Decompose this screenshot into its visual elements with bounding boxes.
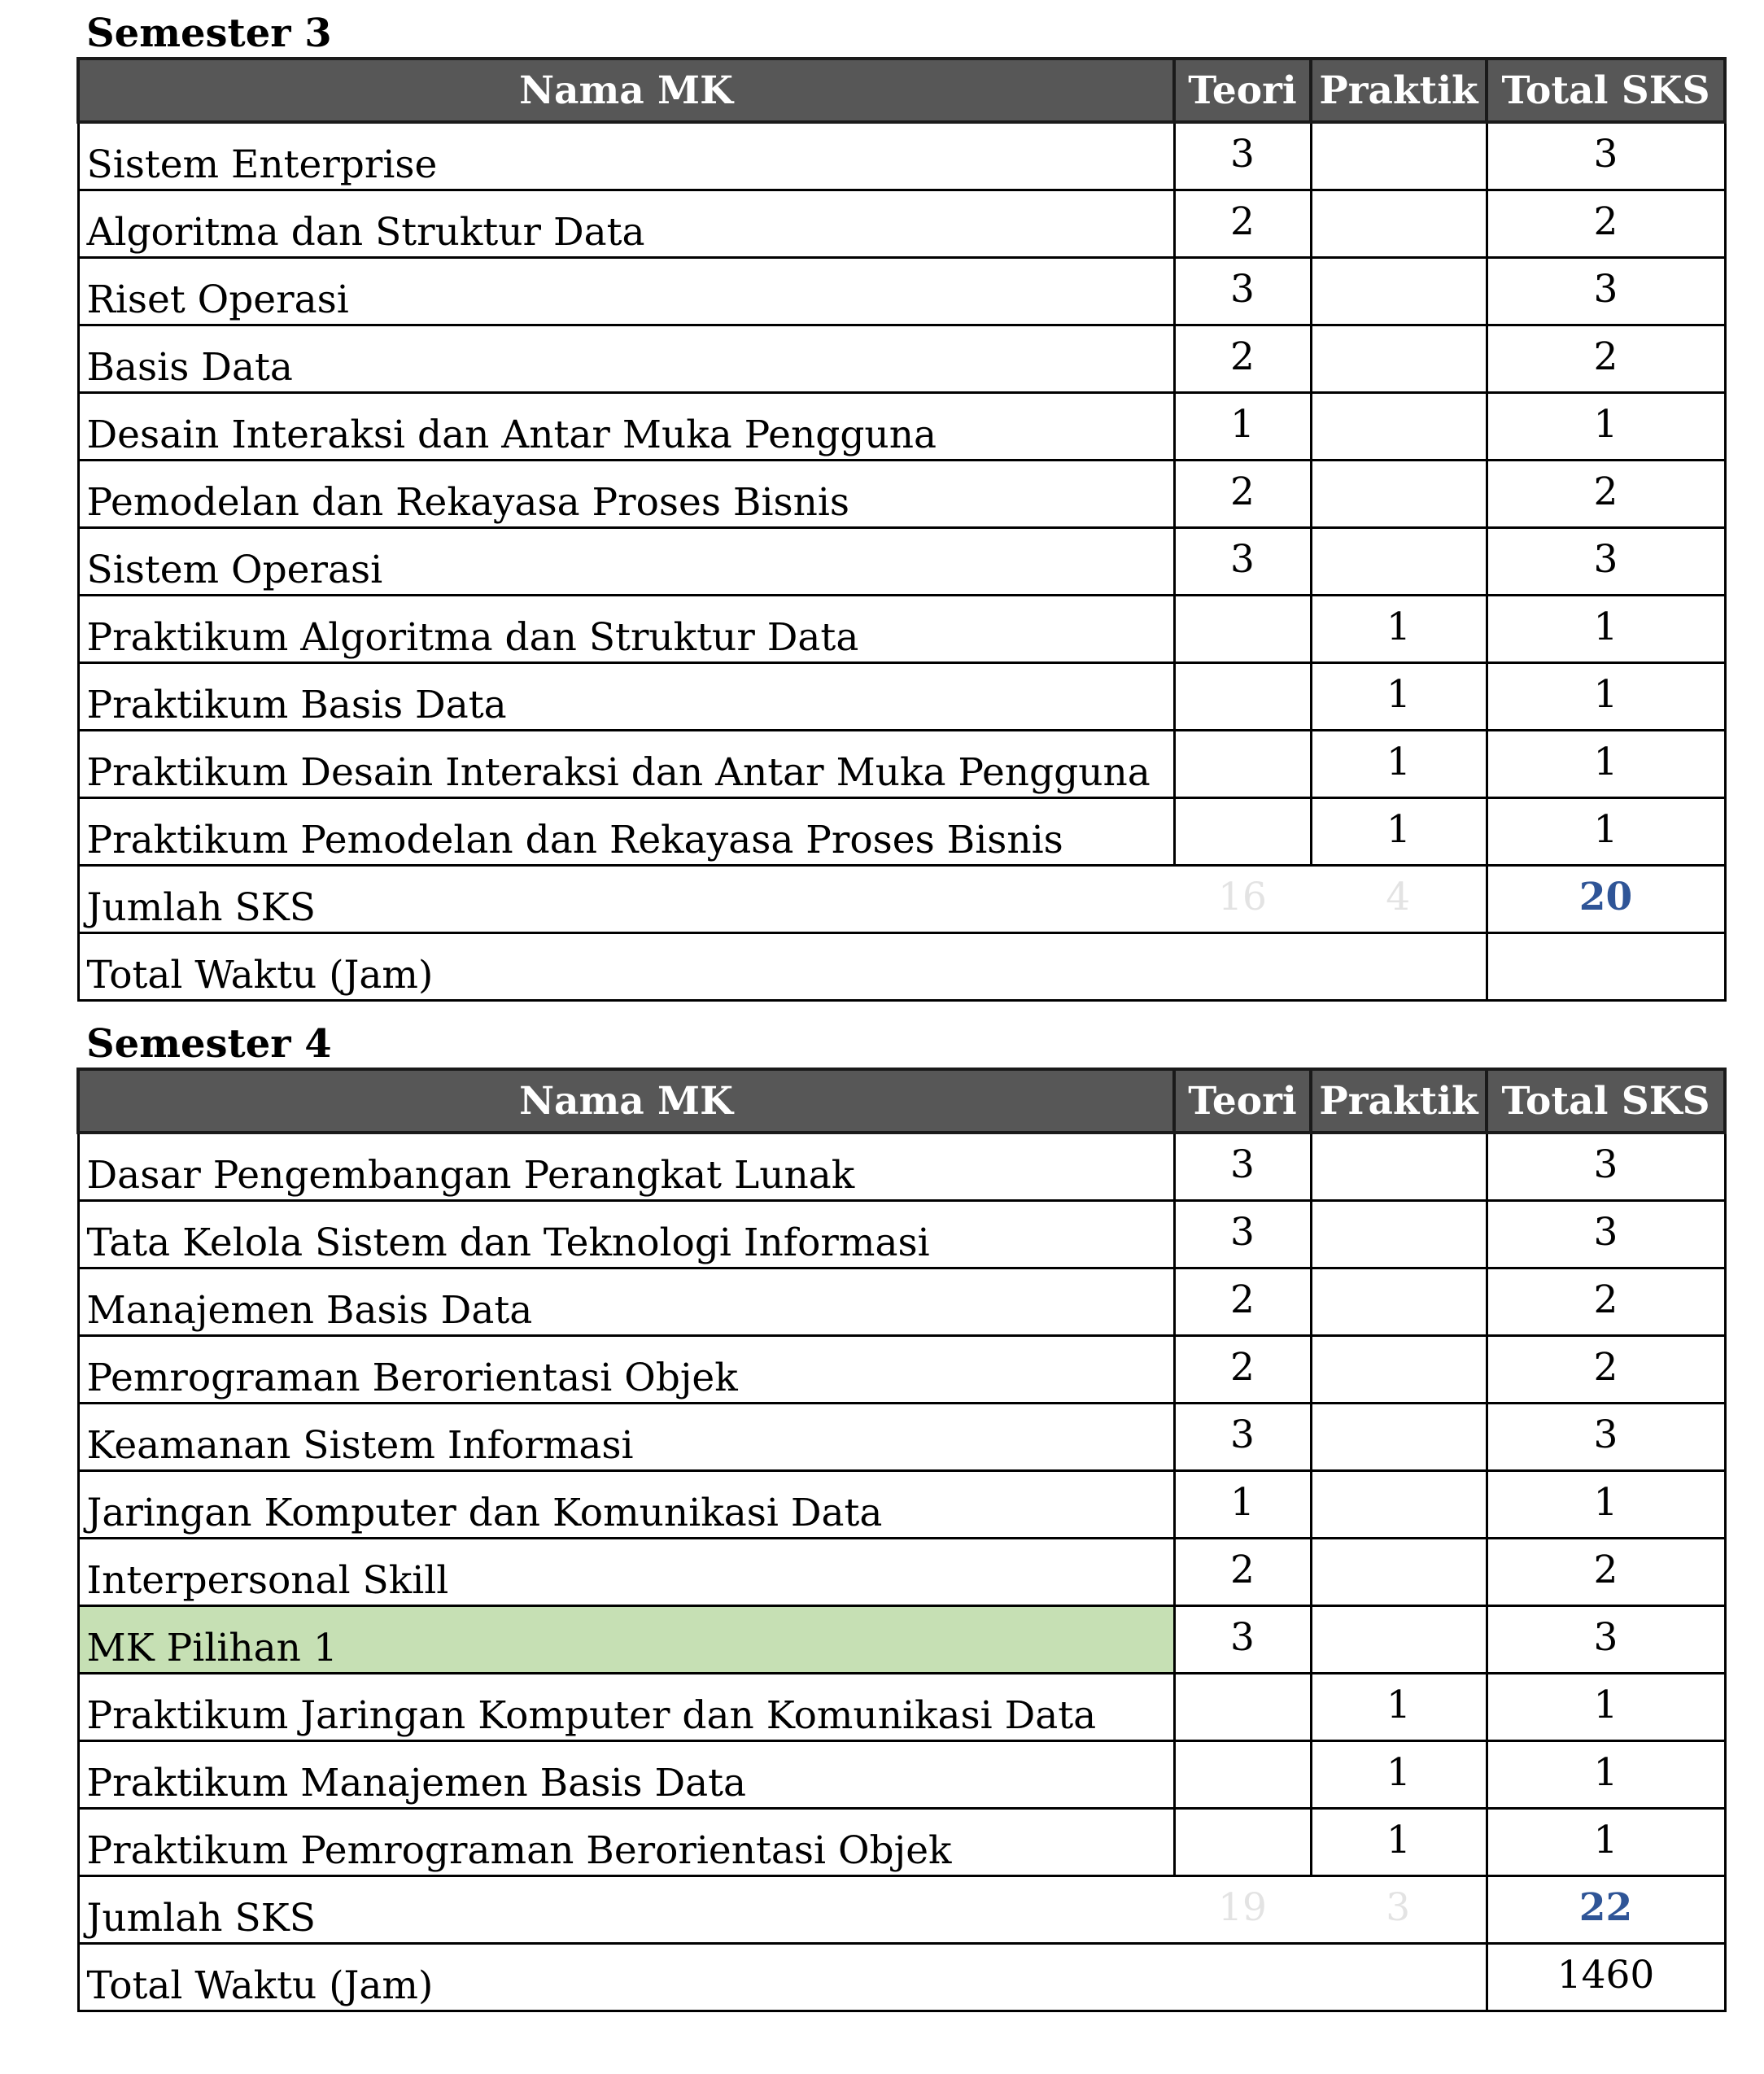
teori-value bbox=[1174, 1674, 1311, 1741]
course-name: Dasar Pengembangan Perangkat Lunak bbox=[78, 1133, 1174, 1201]
total-waktu-row bbox=[78, 1944, 1725, 2011]
total-waktu-value: 1460 bbox=[1487, 1944, 1725, 2011]
table-row bbox=[78, 190, 1725, 258]
total-sks-value: 1 bbox=[1487, 1674, 1725, 1741]
teori-value: 3 bbox=[1174, 1606, 1311, 1674]
praktik-value: 1 bbox=[1311, 1809, 1487, 1876]
teori-value: 3 bbox=[1174, 1201, 1311, 1268]
course-name: Jaringan Komputer dan Komunikasi Data bbox=[78, 1471, 1174, 1539]
course-name: Praktikum Desain Interaksi dan Antar Muka Pengguna bbox=[78, 731, 1174, 798]
total-sks-value: 3 bbox=[1487, 1133, 1725, 1201]
table-row bbox=[78, 798, 1725, 866]
total-waktu-row bbox=[78, 933, 1725, 1001]
course-name: Basis Data bbox=[78, 325, 1174, 393]
praktik-value bbox=[1311, 528, 1487, 596]
teori-value bbox=[1174, 731, 1311, 798]
section-title: Semester 3 bbox=[86, 11, 332, 56]
header-row bbox=[78, 59, 1725, 122]
total-sks-value: 1 bbox=[1487, 798, 1725, 866]
total-sks-value: 1 bbox=[1487, 393, 1725, 461]
table-row bbox=[78, 1674, 1725, 1741]
praktik-value bbox=[1311, 258, 1487, 325]
praktik-value bbox=[1311, 325, 1487, 393]
course-name: Praktikum Pemodelan dan Rekayasa Proses Bisnis bbox=[78, 798, 1174, 866]
total-sks-value: 1 bbox=[1487, 596, 1725, 663]
praktik-value bbox=[1311, 1133, 1487, 1201]
header-teori: Teori bbox=[1174, 59, 1311, 122]
table-row bbox=[78, 1809, 1725, 1876]
course-name: MK Pilihan 1 bbox=[78, 1606, 1174, 1674]
table-row bbox=[78, 1336, 1725, 1404]
jumlah-sks-row bbox=[78, 866, 1725, 933]
header-total-sks: Total SKS bbox=[1487, 1069, 1725, 1133]
jumlah-praktik: 3 bbox=[1311, 1876, 1487, 1944]
total-waktu-label: Total Waktu (Jam) bbox=[78, 933, 1487, 1001]
jumlah-sks-row bbox=[78, 1876, 1725, 1944]
course-table bbox=[76, 57, 1727, 1002]
table-row bbox=[78, 1201, 1725, 1268]
jumlah-teori: 16 bbox=[1174, 866, 1311, 933]
total-sks-value: 3 bbox=[1487, 258, 1725, 325]
praktik-value bbox=[1311, 393, 1487, 461]
jumlah-sks-label: Jumlah SKS bbox=[78, 1876, 1174, 1944]
teori-value: 2 bbox=[1174, 325, 1311, 393]
praktik-value bbox=[1311, 122, 1487, 190]
total-sks-value: 1 bbox=[1487, 1741, 1725, 1809]
praktik-value bbox=[1311, 1539, 1487, 1606]
table-row bbox=[78, 663, 1725, 731]
table-row bbox=[78, 1606, 1725, 1674]
course-name: Pemrograman Berorientasi Objek bbox=[78, 1336, 1174, 1404]
teori-value: 2 bbox=[1174, 1539, 1311, 1606]
total-sks-value: 3 bbox=[1487, 122, 1725, 190]
teori-value bbox=[1174, 1741, 1311, 1809]
table-row bbox=[78, 325, 1725, 393]
header-total-sks: Total SKS bbox=[1487, 59, 1725, 122]
praktik-value: 1 bbox=[1311, 663, 1487, 731]
course-name: Desain Interaksi dan Antar Muka Pengguna bbox=[78, 393, 1174, 461]
praktik-value bbox=[1311, 1268, 1487, 1336]
teori-value bbox=[1174, 596, 1311, 663]
total-sks-value: 2 bbox=[1487, 461, 1725, 528]
total-sks-value: 3 bbox=[1487, 1404, 1725, 1471]
praktik-value bbox=[1311, 1471, 1487, 1539]
header-praktik: Praktik bbox=[1311, 59, 1487, 122]
header-praktik: Praktik bbox=[1311, 1069, 1487, 1133]
total-sks-value: 1 bbox=[1487, 1809, 1725, 1876]
header-row bbox=[78, 1069, 1725, 1133]
teori-value: 2 bbox=[1174, 1336, 1311, 1404]
table-row bbox=[78, 122, 1725, 190]
teori-value bbox=[1174, 663, 1311, 731]
table-row bbox=[78, 461, 1725, 528]
table-row bbox=[78, 528, 1725, 596]
course-name: Praktikum Manajemen Basis Data bbox=[78, 1741, 1174, 1809]
total-sks-value: 1 bbox=[1487, 663, 1725, 731]
teori-value: 2 bbox=[1174, 461, 1311, 528]
table-row bbox=[78, 258, 1725, 325]
teori-value: 1 bbox=[1174, 1471, 1311, 1539]
jumlah-sks-label: Jumlah SKS bbox=[78, 866, 1174, 933]
course-name: Tata Kelola Sistem dan Teknologi Informasi bbox=[78, 1201, 1174, 1268]
total-sks-value: 2 bbox=[1487, 1336, 1725, 1404]
section-title: Semester 4 bbox=[86, 1021, 332, 1067]
jumlah-praktik: 4 bbox=[1311, 866, 1487, 933]
total-sks-value: 2 bbox=[1487, 1268, 1725, 1336]
total-sks-value: 1 bbox=[1487, 731, 1725, 798]
teori-value bbox=[1174, 1809, 1311, 1876]
teori-value: 3 bbox=[1174, 528, 1311, 596]
praktik-value: 1 bbox=[1311, 798, 1487, 866]
table-row bbox=[78, 1268, 1725, 1336]
course-name: Keamanan Sistem Informasi bbox=[78, 1404, 1174, 1471]
course-name: Pemodelan dan Rekayasa Proses Bisnis bbox=[78, 461, 1174, 528]
teori-value: 2 bbox=[1174, 190, 1311, 258]
teori-value: 3 bbox=[1174, 258, 1311, 325]
teori-value: 2 bbox=[1174, 1268, 1311, 1336]
table-row bbox=[78, 1539, 1725, 1606]
header-nama-mk: Nama MK bbox=[78, 59, 1174, 122]
total-waktu-label: Total Waktu (Jam) bbox=[78, 1944, 1487, 2011]
teori-value: 3 bbox=[1174, 122, 1311, 190]
course-name: Praktikum Pemrograman Berorientasi Objek bbox=[78, 1809, 1174, 1876]
praktik-value: 1 bbox=[1311, 596, 1487, 663]
praktik-value bbox=[1311, 190, 1487, 258]
total-sks-value: 2 bbox=[1487, 1539, 1725, 1606]
total-sks-value: 1 bbox=[1487, 1471, 1725, 1539]
course-name: Praktikum Algoritma dan Struktur Data bbox=[78, 596, 1174, 663]
praktik-value bbox=[1311, 461, 1487, 528]
jumlah-teori: 19 bbox=[1174, 1876, 1311, 1944]
total-sks-value: 2 bbox=[1487, 190, 1725, 258]
course-name: Praktikum Jaringan Komputer dan Komunikasi Data bbox=[78, 1674, 1174, 1741]
table-row bbox=[78, 1741, 1725, 1809]
praktik-value bbox=[1311, 1336, 1487, 1404]
table-row bbox=[78, 1471, 1725, 1539]
praktik-value bbox=[1311, 1606, 1487, 1674]
course-name: Interpersonal Skill bbox=[78, 1539, 1174, 1606]
course-name: Algoritma dan Struktur Data bbox=[78, 190, 1174, 258]
total-sks-value: 3 bbox=[1487, 1201, 1725, 1268]
total-sks-value: 3 bbox=[1487, 528, 1725, 596]
table-row bbox=[78, 393, 1725, 461]
jumlah-total-sks: 22 bbox=[1487, 1876, 1725, 1944]
praktik-value bbox=[1311, 1201, 1487, 1268]
praktik-value: 1 bbox=[1311, 731, 1487, 798]
course-name: Praktikum Basis Data bbox=[78, 663, 1174, 731]
jumlah-total-sks: 20 bbox=[1487, 866, 1725, 933]
praktik-value bbox=[1311, 1404, 1487, 1471]
total-sks-value: 2 bbox=[1487, 325, 1725, 393]
total-waktu-value bbox=[1487, 933, 1725, 1001]
course-name: Manajemen Basis Data bbox=[78, 1268, 1174, 1336]
teori-value: 1 bbox=[1174, 393, 1311, 461]
total-sks-value: 3 bbox=[1487, 1606, 1725, 1674]
teori-value bbox=[1174, 798, 1311, 866]
teori-value: 3 bbox=[1174, 1404, 1311, 1471]
praktik-value: 1 bbox=[1311, 1741, 1487, 1809]
header-nama-mk: Nama MK bbox=[78, 1069, 1174, 1133]
praktik-value: 1 bbox=[1311, 1674, 1487, 1741]
table-row bbox=[78, 731, 1725, 798]
course-name: Riset Operasi bbox=[78, 258, 1174, 325]
table-row bbox=[78, 1404, 1725, 1471]
header-teori: Teori bbox=[1174, 1069, 1311, 1133]
table-row bbox=[78, 596, 1725, 663]
course-name: Sistem Operasi bbox=[78, 528, 1174, 596]
course-name: Sistem Enterprise bbox=[78, 122, 1174, 190]
teori-value: 3 bbox=[1174, 1133, 1311, 1201]
table-row bbox=[78, 1133, 1725, 1201]
course-table bbox=[76, 1068, 1727, 2012]
